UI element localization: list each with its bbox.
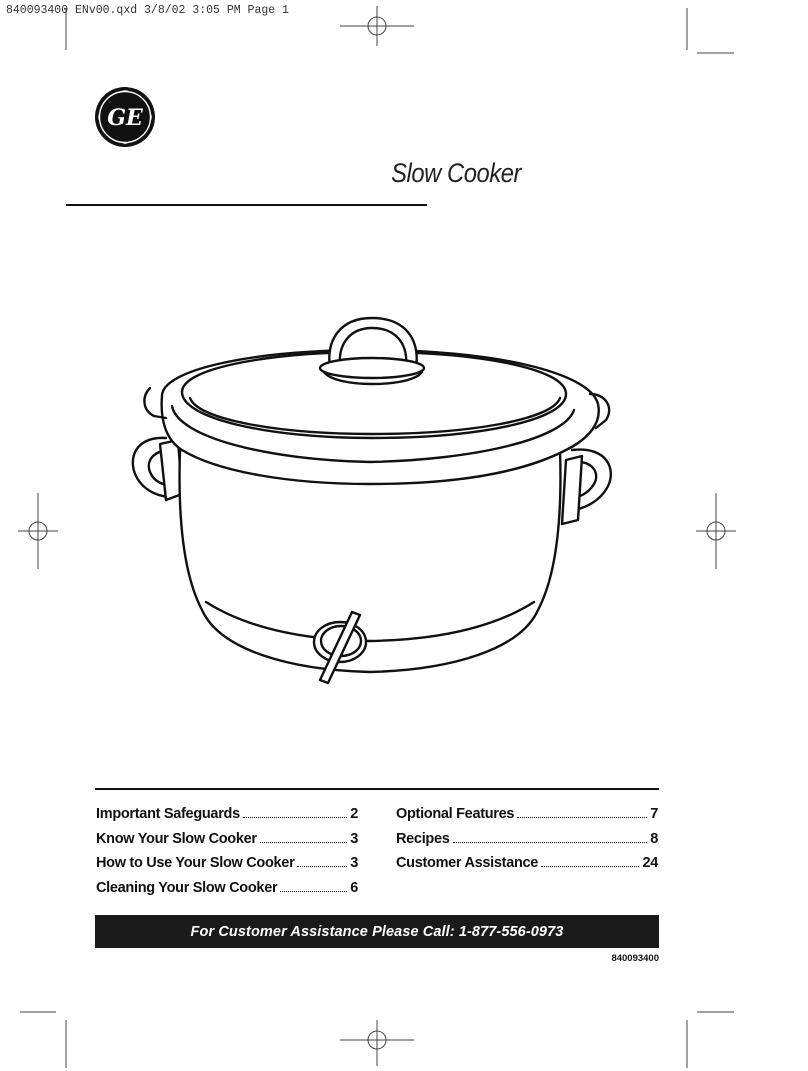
toc-entry-label: Customer Assistance: [396, 855, 539, 871]
customer-assistance-text: For Customer Assistance Please Call: 1-877-556-0973: [190, 923, 564, 940]
toc-entry-page: 2: [350, 806, 358, 822]
part-number: 840093400: [611, 953, 659, 964]
toc-entry[interactable]: [96, 880, 358, 905]
toc-entry-label: Cleaning Your Slow Cooker: [96, 879, 278, 896]
toc-leader-dots: [297, 866, 347, 867]
toc-entry-label: Know Your Slow Cooker: [96, 830, 257, 847]
toc-entry[interactable]: [96, 855, 358, 880]
ge-logo: [94, 86, 156, 148]
toc-entry-page: 3: [350, 855, 358, 871]
page-title: Slow Cooker: [391, 158, 521, 188]
toc-entry[interactable]: [96, 831, 358, 856]
toc-entry-page: 24: [642, 855, 658, 871]
title-rule: [66, 204, 427, 206]
toc-entry-label: Important Safeguards: [96, 806, 240, 822]
toc-entry[interactable]: [396, 806, 658, 831]
toc-leader-dots: [517, 817, 647, 818]
toc-entry-label: How to Use Your Slow Cooker: [96, 855, 295, 871]
toc-entry-page: 6: [350, 879, 358, 896]
logo-monogram: GE: [107, 105, 143, 131]
toc-entry[interactable]: [396, 831, 658, 856]
customer-assistance-banner: [95, 915, 659, 948]
toc-entry-page: 3: [350, 830, 358, 847]
toc-entry-page: 8: [650, 830, 658, 847]
toc-entry-page: 7: [650, 806, 658, 822]
toc-left-column: [96, 806, 358, 904]
toc-leader-dots: [243, 817, 347, 818]
slow-cooker-illustration: [120, 310, 620, 695]
toc-entry[interactable]: [396, 855, 658, 880]
toc-right-column: [396, 806, 658, 880]
toc-leader-dots: [541, 866, 639, 867]
toc-leader-dots: [260, 842, 348, 843]
toc-rule: [95, 788, 659, 790]
toc-entry-label: Optional Features: [396, 806, 515, 822]
toc-leader-dots: [453, 842, 648, 843]
toc-leader-dots: [280, 891, 347, 892]
print-slug: 840093400 ENv00.qxd 3/8/02 3:05 PM Page 1: [6, 4, 289, 17]
toc-entry[interactable]: [96, 806, 358, 831]
toc-entry-label: Recipes: [396, 830, 450, 847]
